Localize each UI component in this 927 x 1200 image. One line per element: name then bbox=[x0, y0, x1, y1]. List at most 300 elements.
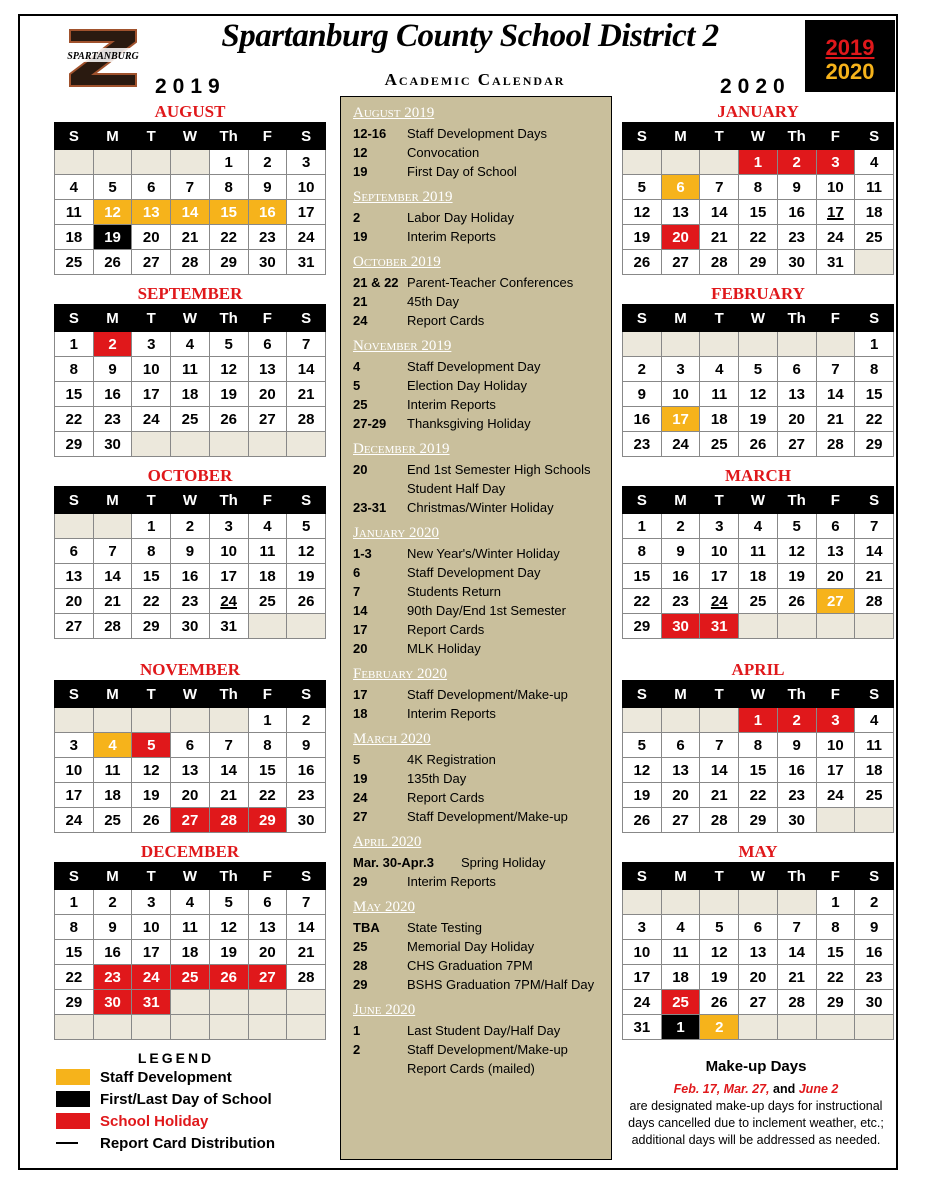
event-item bbox=[353, 639, 611, 658]
weekday-header: W bbox=[739, 123, 778, 150]
legend bbox=[56, 1050, 336, 1154]
event-item bbox=[353, 273, 611, 292]
day-cell: 23 bbox=[661, 589, 700, 614]
day-cell: 25 bbox=[700, 432, 739, 457]
empty-day-cell bbox=[209, 708, 248, 733]
day-cell: 15 bbox=[55, 940, 94, 965]
day-cell: 21 bbox=[777, 965, 816, 990]
legend-title: LEGEND bbox=[137, 1050, 215, 1066]
weekday-header: S bbox=[855, 123, 894, 150]
event-text: Report Cards bbox=[407, 313, 485, 328]
event-date: 25 bbox=[353, 397, 368, 412]
weekday-header: Th bbox=[777, 863, 816, 890]
legend-item-school-holiday bbox=[56, 1110, 336, 1132]
day-cell: 23 bbox=[93, 407, 132, 432]
day-cell: 12 bbox=[209, 357, 248, 382]
day-cell: 14 bbox=[209, 758, 248, 783]
empty-day-cell bbox=[55, 708, 94, 733]
day-cell: 30 bbox=[93, 432, 132, 457]
day-cell: 14 bbox=[171, 200, 210, 225]
day-cell: 10 bbox=[816, 175, 855, 200]
weekday-header: T bbox=[700, 123, 739, 150]
badge-year-top: 2019 bbox=[825, 35, 875, 60]
day-cell: 6 bbox=[55, 539, 94, 564]
event-text: Spring Holiday bbox=[461, 855, 546, 870]
day-cell: 20 bbox=[55, 589, 94, 614]
day-cell: 7 bbox=[171, 175, 210, 200]
day-cell: 20 bbox=[132, 225, 171, 250]
empty-day-cell bbox=[777, 614, 816, 639]
day-cell: 19 bbox=[209, 382, 248, 407]
day-cell: 18 bbox=[93, 783, 132, 808]
month-name: FEBRUARY bbox=[711, 284, 805, 303]
day-cell: 22 bbox=[55, 965, 94, 990]
day-cell: 28 bbox=[700, 808, 739, 833]
day-cell: 2 bbox=[777, 708, 816, 733]
day-cell: 19 bbox=[209, 940, 248, 965]
event-section-heading: December 2019 bbox=[353, 441, 450, 457]
event-section-heading: October 2019 bbox=[353, 254, 441, 270]
empty-day-cell bbox=[777, 1015, 816, 1040]
empty-day-cell bbox=[739, 614, 778, 639]
month-january bbox=[622, 102, 894, 275]
weekday-header: S bbox=[55, 123, 94, 150]
day-cell: 13 bbox=[55, 564, 94, 589]
event-text: State Testing bbox=[407, 920, 482, 935]
day-cell: 29 bbox=[55, 990, 94, 1015]
weekday-header: M bbox=[93, 123, 132, 150]
day-cell: 7 bbox=[777, 915, 816, 940]
day-cell: 2 bbox=[623, 357, 662, 382]
event-date: 12 bbox=[353, 145, 368, 160]
month-october bbox=[54, 466, 326, 639]
event-item bbox=[353, 872, 611, 891]
day-cell: 26 bbox=[132, 808, 171, 833]
weekday-header: Th bbox=[777, 305, 816, 332]
day-cell: 5 bbox=[209, 890, 248, 915]
weekday-header: M bbox=[661, 123, 700, 150]
day-cell: 19 bbox=[132, 783, 171, 808]
empty-day-cell bbox=[55, 1015, 94, 1040]
event-item bbox=[353, 227, 611, 246]
day-cell: 28 bbox=[171, 250, 210, 275]
day-cell: 2 bbox=[171, 514, 210, 539]
empty-day-cell bbox=[248, 990, 287, 1015]
weekday-header: M bbox=[93, 863, 132, 890]
day-cell: 31 bbox=[700, 614, 739, 639]
event-section bbox=[353, 338, 611, 433]
event-section-heading: March 2020 bbox=[353, 731, 431, 747]
day-cell: 2 bbox=[248, 150, 287, 175]
empty-day-cell bbox=[816, 1015, 855, 1040]
weekday-header: W bbox=[171, 863, 210, 890]
event-item bbox=[353, 582, 611, 601]
weekday-header: W bbox=[739, 863, 778, 890]
legend-item-staff-development bbox=[56, 1066, 336, 1088]
day-cell: 20 bbox=[661, 783, 700, 808]
event-item bbox=[353, 807, 611, 826]
day-cell: 11 bbox=[248, 539, 287, 564]
day-cell: 23 bbox=[287, 783, 326, 808]
day-cell: 7 bbox=[700, 733, 739, 758]
day-cell: 11 bbox=[661, 940, 700, 965]
empty-day-cell bbox=[287, 1015, 326, 1040]
month-september bbox=[54, 284, 326, 457]
events-panel bbox=[340, 96, 612, 1160]
empty-day-cell bbox=[700, 150, 739, 175]
legend-item-report-card bbox=[56, 1132, 336, 1154]
page-subtitle: Academic Calendar bbox=[384, 70, 566, 89]
weekday-header: Th bbox=[209, 123, 248, 150]
district-logo bbox=[66, 26, 140, 90]
empty-day-cell bbox=[132, 708, 171, 733]
weekday-header: T bbox=[132, 681, 171, 708]
event-section bbox=[353, 899, 611, 994]
day-cell: 28 bbox=[816, 432, 855, 457]
day-cell: 15 bbox=[739, 200, 778, 225]
day-cell: 27 bbox=[816, 589, 855, 614]
day-cell: 25 bbox=[855, 225, 894, 250]
day-cell: 9 bbox=[623, 382, 662, 407]
day-cell: 25 bbox=[739, 589, 778, 614]
day-cell: 5 bbox=[93, 175, 132, 200]
empty-day-cell bbox=[132, 150, 171, 175]
day-cell: 3 bbox=[55, 733, 94, 758]
day-cell: 18 bbox=[661, 965, 700, 990]
empty-day-cell bbox=[661, 890, 700, 915]
day-cell: 29 bbox=[739, 808, 778, 833]
day-cell: 6 bbox=[171, 733, 210, 758]
empty-day-cell bbox=[171, 1015, 210, 1040]
day-cell: 12 bbox=[623, 758, 662, 783]
event-date: 17 bbox=[353, 622, 368, 637]
event-date: 14 bbox=[353, 603, 368, 618]
month-april bbox=[622, 660, 894, 833]
day-cell: 1 bbox=[55, 332, 94, 357]
event-date: 21 bbox=[353, 294, 368, 309]
day-cell: 17 bbox=[132, 382, 171, 407]
day-cell: 18 bbox=[855, 758, 894, 783]
day-cell: 6 bbox=[661, 175, 700, 200]
weekday-header: T bbox=[700, 305, 739, 332]
event-text: Christmas/Winter Holiday bbox=[407, 500, 554, 515]
event-text: Report Cards bbox=[407, 622, 485, 637]
makeup-dates-line bbox=[620, 1081, 892, 1098]
event-date: 4 bbox=[353, 359, 361, 374]
day-cell: 1 bbox=[55, 890, 94, 915]
day-cell: 10 bbox=[55, 758, 94, 783]
event-date: 21 & 22 bbox=[353, 275, 399, 290]
day-cell: 15 bbox=[739, 758, 778, 783]
day-cell: 6 bbox=[248, 332, 287, 357]
day-cell: 28 bbox=[855, 589, 894, 614]
event-item bbox=[353, 918, 611, 937]
day-cell: 4 bbox=[171, 890, 210, 915]
day-cell: 11 bbox=[171, 357, 210, 382]
weekday-header: S bbox=[855, 305, 894, 332]
day-cell: 27 bbox=[248, 407, 287, 432]
weekday-header: S bbox=[55, 863, 94, 890]
day-cell: 29 bbox=[739, 250, 778, 275]
event-text: BSHS Graduation 7PM/Half Day bbox=[407, 977, 595, 992]
empty-day-cell bbox=[661, 150, 700, 175]
weekday-header: S bbox=[623, 487, 662, 514]
empty-day-cell bbox=[248, 614, 287, 639]
empty-day-cell bbox=[816, 808, 855, 833]
event-text: Thanksgiving Holiday bbox=[407, 416, 531, 431]
empty-day-cell bbox=[55, 514, 94, 539]
event-item bbox=[353, 498, 611, 517]
empty-day-cell bbox=[171, 708, 210, 733]
empty-day-cell bbox=[816, 614, 855, 639]
red-swatch-icon bbox=[56, 1113, 90, 1129]
day-cell: 5 bbox=[777, 514, 816, 539]
weekday-header: Th bbox=[209, 487, 248, 514]
day-cell: 2 bbox=[287, 708, 326, 733]
day-cell: 17 bbox=[55, 783, 94, 808]
event-item bbox=[353, 563, 611, 582]
legend-label: School Holiday bbox=[100, 1112, 209, 1130]
day-cell: 17 bbox=[623, 965, 662, 990]
weekday-header: S bbox=[623, 863, 662, 890]
day-cell: 15 bbox=[209, 200, 248, 225]
day-cell: 9 bbox=[777, 175, 816, 200]
day-cell: 14 bbox=[287, 357, 326, 382]
weekday-header: Th bbox=[209, 863, 248, 890]
day-cell: 6 bbox=[661, 733, 700, 758]
weekday-header: F bbox=[816, 487, 855, 514]
day-cell: 3 bbox=[700, 514, 739, 539]
day-cell: 13 bbox=[171, 758, 210, 783]
event-item bbox=[353, 143, 611, 162]
day-cell: 16 bbox=[777, 200, 816, 225]
event-date: 5 bbox=[353, 378, 361, 393]
day-cell: 12 bbox=[287, 539, 326, 564]
day-cell: 30 bbox=[93, 990, 132, 1015]
day-cell: 12 bbox=[623, 200, 662, 225]
day-cell: 27 bbox=[248, 965, 287, 990]
day-cell: 19 bbox=[93, 225, 132, 250]
empty-day-cell bbox=[171, 150, 210, 175]
event-date: 7 bbox=[353, 584, 361, 599]
day-cell: 6 bbox=[248, 890, 287, 915]
weekday-header: Th bbox=[209, 305, 248, 332]
day-cell: 5 bbox=[623, 175, 662, 200]
day-cell: 21 bbox=[287, 940, 326, 965]
month-may bbox=[622, 842, 894, 1040]
day-cell: 4 bbox=[700, 357, 739, 382]
weekday-header: F bbox=[248, 863, 287, 890]
day-cell: 21 bbox=[700, 225, 739, 250]
weekday-header: M bbox=[93, 305, 132, 332]
event-section-heading: January 2020 bbox=[353, 525, 440, 541]
day-cell: 18 bbox=[55, 225, 94, 250]
legend-label: Report Card Distribution bbox=[100, 1134, 275, 1152]
weekday-header: W bbox=[171, 123, 210, 150]
day-cell: 26 bbox=[777, 589, 816, 614]
empty-day-cell bbox=[700, 332, 739, 357]
event-item bbox=[353, 1059, 611, 1078]
weekday-header: T bbox=[132, 123, 171, 150]
day-cell: 4 bbox=[55, 175, 94, 200]
event-text: Report Cards bbox=[407, 790, 485, 805]
event-section-heading: April 2020 bbox=[353, 834, 422, 850]
day-cell: 17 bbox=[661, 407, 700, 432]
month-name: AUGUST bbox=[154, 102, 226, 121]
year-left: 2019 bbox=[155, 75, 226, 98]
day-cell: 23 bbox=[248, 225, 287, 250]
day-cell: 30 bbox=[248, 250, 287, 275]
event-text: Convocation bbox=[407, 145, 480, 160]
makeup-dates: Feb. 17, Mar. 27, bbox=[673, 1082, 770, 1096]
day-cell: 31 bbox=[816, 250, 855, 275]
weekday-header: S bbox=[287, 863, 326, 890]
day-cell: 8 bbox=[739, 175, 778, 200]
day-cell: 6 bbox=[816, 514, 855, 539]
day-cell: 16 bbox=[661, 564, 700, 589]
day-cell: 30 bbox=[661, 614, 700, 639]
empty-day-cell bbox=[287, 432, 326, 457]
event-date: 6 bbox=[353, 565, 361, 580]
event-text: First Day of School bbox=[407, 164, 517, 179]
day-cell: 12 bbox=[132, 758, 171, 783]
day-cell: 26 bbox=[700, 990, 739, 1015]
month-name: MARCH bbox=[724, 466, 792, 485]
event-item bbox=[353, 956, 611, 975]
event-section-heading: February 2020 bbox=[353, 666, 448, 682]
day-cell: 4 bbox=[171, 332, 210, 357]
event-section-heading: June 2020 bbox=[353, 1002, 416, 1018]
day-cell: 3 bbox=[132, 890, 171, 915]
event-section bbox=[353, 254, 611, 330]
event-item bbox=[353, 292, 611, 311]
event-text: Staff Development/Make-up bbox=[407, 1042, 568, 1057]
day-cell: 9 bbox=[93, 357, 132, 382]
day-cell: 10 bbox=[132, 357, 171, 382]
event-item bbox=[353, 311, 611, 330]
weekday-header: S bbox=[287, 305, 326, 332]
day-cell: 23 bbox=[777, 225, 816, 250]
event-item bbox=[353, 376, 611, 395]
weekday-header: S bbox=[55, 681, 94, 708]
empty-day-cell bbox=[661, 708, 700, 733]
day-cell: 2 bbox=[777, 150, 816, 175]
day-cell: 30 bbox=[777, 250, 816, 275]
day-cell: 5 bbox=[623, 733, 662, 758]
weekday-header: S bbox=[55, 487, 94, 514]
day-cell: 1 bbox=[661, 1015, 700, 1040]
weekday-header: F bbox=[816, 123, 855, 150]
weekday-header: M bbox=[93, 487, 132, 514]
day-cell: 14 bbox=[855, 539, 894, 564]
empty-day-cell bbox=[623, 332, 662, 357]
day-cell: 1 bbox=[248, 708, 287, 733]
svg-text:SPARTANBURG: SPARTANBURG bbox=[67, 51, 139, 62]
day-cell: 6 bbox=[132, 175, 171, 200]
event-text: Election Day Holiday bbox=[407, 378, 527, 393]
day-cell: 4 bbox=[855, 708, 894, 733]
event-text: Parent-Teacher Conferences bbox=[407, 275, 574, 290]
event-section bbox=[353, 666, 611, 723]
day-cell: 3 bbox=[209, 514, 248, 539]
event-section bbox=[353, 189, 611, 246]
day-cell: 17 bbox=[132, 940, 171, 965]
empty-day-cell bbox=[93, 708, 132, 733]
day-cell: 24 bbox=[209, 589, 248, 614]
day-cell: 22 bbox=[855, 407, 894, 432]
day-cell: 29 bbox=[248, 808, 287, 833]
event-text: Labor Day Holiday bbox=[407, 210, 514, 225]
event-section bbox=[353, 441, 611, 517]
event-text: 90th Day/End 1st Semester bbox=[407, 603, 566, 618]
day-cell: 11 bbox=[171, 915, 210, 940]
day-cell: 11 bbox=[855, 733, 894, 758]
day-cell: 5 bbox=[132, 733, 171, 758]
day-cell: 18 bbox=[171, 940, 210, 965]
empty-day-cell bbox=[661, 332, 700, 357]
weekday-header: Th bbox=[777, 123, 816, 150]
empty-day-cell bbox=[171, 990, 210, 1015]
legend-label: First/Last Day of School bbox=[100, 1090, 272, 1108]
day-cell: 12 bbox=[739, 382, 778, 407]
day-cell: 1 bbox=[209, 150, 248, 175]
day-cell: 20 bbox=[777, 407, 816, 432]
empty-day-cell bbox=[287, 990, 326, 1015]
event-item bbox=[353, 620, 611, 639]
empty-day-cell bbox=[855, 250, 894, 275]
weekday-header: W bbox=[739, 681, 778, 708]
weekday-header: W bbox=[171, 305, 210, 332]
day-cell: 2 bbox=[93, 332, 132, 357]
day-cell: 22 bbox=[132, 589, 171, 614]
day-cell: 7 bbox=[209, 733, 248, 758]
event-date: 28 bbox=[353, 958, 368, 973]
empty-day-cell bbox=[55, 150, 94, 175]
day-cell: 16 bbox=[93, 382, 132, 407]
day-cell: 30 bbox=[287, 808, 326, 833]
day-cell: 31 bbox=[623, 1015, 662, 1040]
empty-day-cell bbox=[700, 890, 739, 915]
day-cell: 1 bbox=[739, 708, 778, 733]
event-section-heading: November 2019 bbox=[353, 338, 452, 354]
weekday-header: F bbox=[816, 863, 855, 890]
day-cell: 22 bbox=[209, 225, 248, 250]
event-text: Interim Reports bbox=[407, 397, 496, 412]
day-cell: 29 bbox=[132, 614, 171, 639]
event-section bbox=[353, 525, 611, 658]
event-item bbox=[353, 357, 611, 376]
day-cell: 1 bbox=[816, 890, 855, 915]
day-cell: 21 bbox=[209, 783, 248, 808]
weekday-header: F bbox=[248, 487, 287, 514]
event-item bbox=[353, 769, 611, 788]
day-cell: 8 bbox=[55, 357, 94, 382]
day-cell: 11 bbox=[700, 382, 739, 407]
event-text: Interim Reports bbox=[407, 706, 496, 721]
day-cell: 16 bbox=[623, 407, 662, 432]
weekday-header: S bbox=[855, 681, 894, 708]
day-cell: 3 bbox=[623, 915, 662, 940]
event-section bbox=[353, 105, 611, 181]
day-cell: 19 bbox=[287, 564, 326, 589]
empty-day-cell bbox=[700, 708, 739, 733]
empty-day-cell bbox=[739, 332, 778, 357]
day-cell: 16 bbox=[93, 940, 132, 965]
weekday-header: M bbox=[661, 305, 700, 332]
weekday-header: S bbox=[855, 863, 894, 890]
day-cell: 7 bbox=[700, 175, 739, 200]
day-cell: 30 bbox=[855, 990, 894, 1015]
